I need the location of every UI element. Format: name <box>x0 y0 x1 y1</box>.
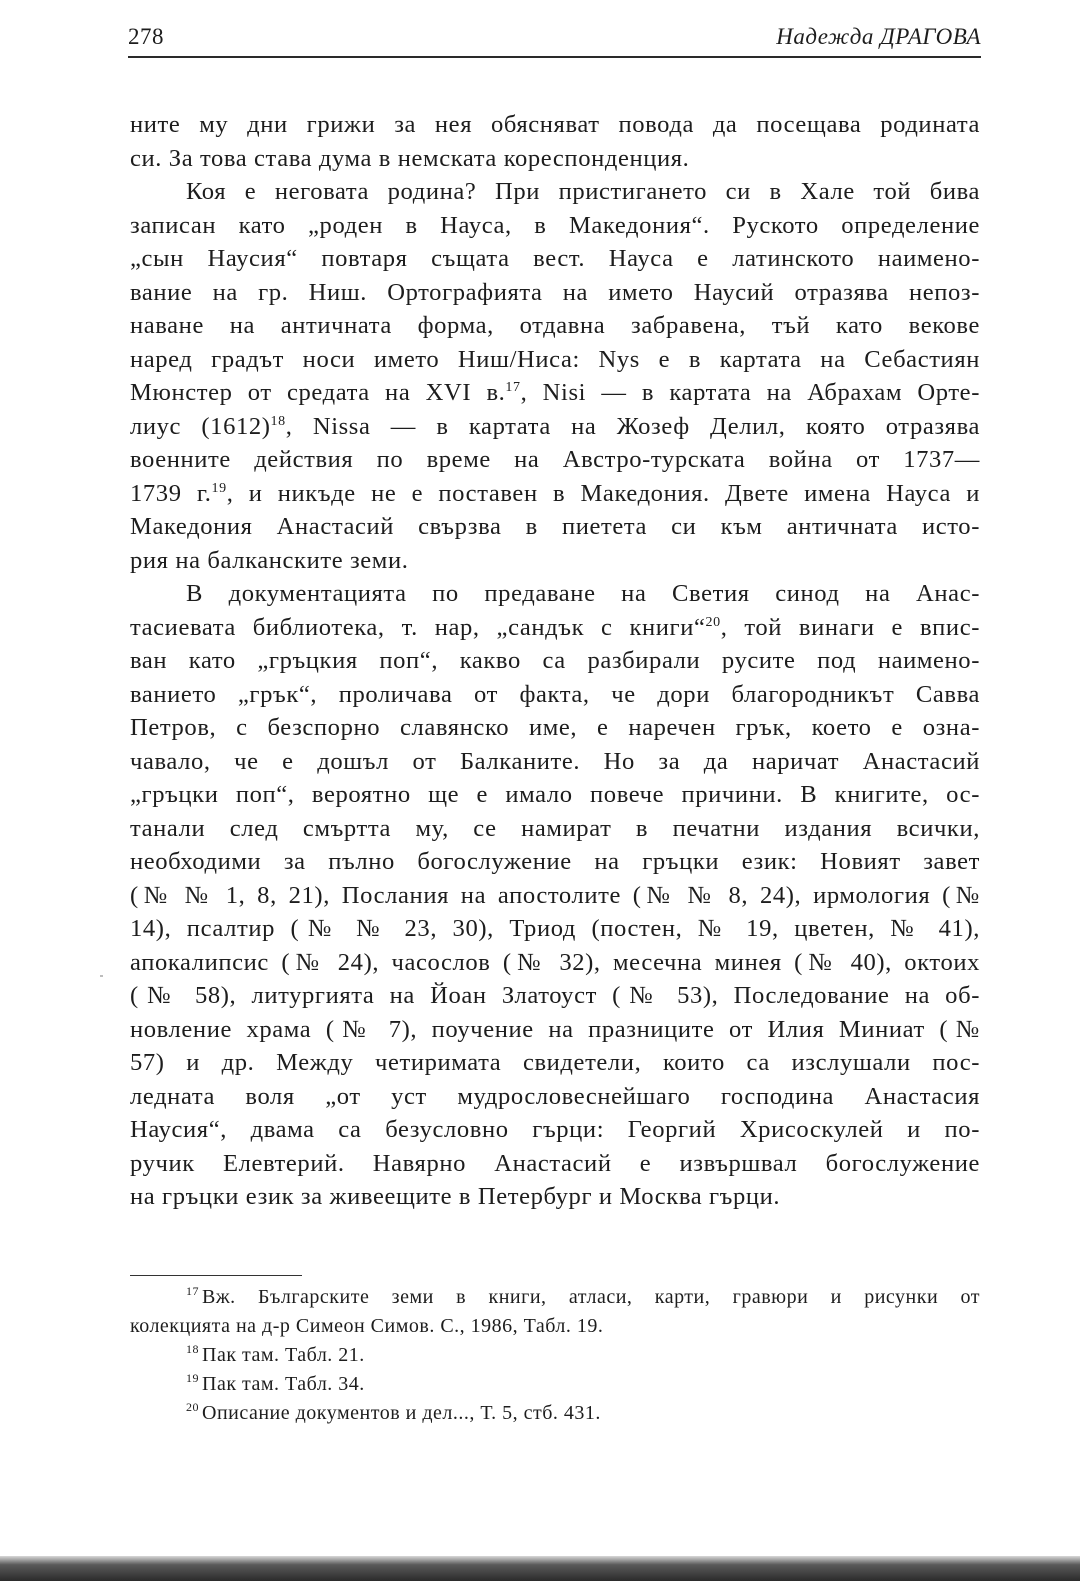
text-line: чавало, че е дошъл от Балканите. Но за да наричат Анастасий <box>130 747 980 775</box>
footnote-separator <box>130 1275 302 1276</box>
text-line: на гръцки език за живеещите в Петербург и Москва гърци. <box>130 1183 781 1210</box>
text-segment: , Nissa — в картата на Жозеф Делил, която отразява <box>285 412 980 440</box>
footnote-text: Описание документов и дел..., Т. 5, стб. 431. <box>202 1402 601 1424</box>
body-text <box>130 108 980 1214</box>
text-line: ните му дни грижи за нея обясняват повода да посещава родината <box>130 111 980 138</box>
text-line: новление храма (№ 7), поучение на празниците от Илия Миниат (№ <box>130 1015 980 1043</box>
text-line: Македония Анастасий свързва в пиетета си към античната исто- <box>130 513 980 540</box>
text-line: Наусия“, двама са безусловно гърци: Георгий Хрисоскулей и по- <box>130 1116 980 1143</box>
footnote-number: 17 <box>186 1284 199 1299</box>
footnote-number: 20 <box>186 1400 199 1415</box>
text-line: (№ 58), литургията на Йоан Златоуст (№ 53), Последование на об- <box>130 982 980 1009</box>
footnotes <box>130 1283 980 1428</box>
text-line: рия на балканските земи. <box>130 546 409 574</box>
footnote-text: Вж. Българските земи в книги, атласи, карти, гравюри и рисунки от <box>202 1286 980 1308</box>
text-segment: , Nisi — в картата на Абрахам Орте- <box>520 379 980 406</box>
text-line: Коя е неговата родина? При пристигането си в Хале той бива <box>186 178 980 205</box>
text-line: необходими за пълно богослужение на гръцки език: Новият завет <box>130 848 980 875</box>
text-line <box>130 376 980 410</box>
text-line: си. За това става дума в немската кореспонденция. <box>130 144 690 172</box>
footnote-17 <box>130 1283 980 1341</box>
page-header <box>128 20 981 58</box>
text-line <box>130 611 980 645</box>
text-line: ручик Елевтерий. Навярно Анастасий е извършвал богослужение <box>130 1149 980 1177</box>
footnote-line <box>130 1341 980 1370</box>
footnote-line <box>130 1283 980 1312</box>
text-line: 57) и др. Между четиримата свидетели, които са изслушали пос- <box>130 1049 980 1076</box>
text-line: вание на гр. Ниш. Ортографията на името Наусий отразява непоз- <box>130 278 980 306</box>
text-line <box>130 410 980 444</box>
text-line: 14), псалтир (№ № 23, 30), Триод (постен, № 19, цветен, № 41), <box>130 915 980 942</box>
text-segment: , той винаги е впис- <box>720 613 980 641</box>
text-line: наред градът носи името Ниш/Ниса: Nys е в картата на Себастиян <box>130 345 980 373</box>
text-segment: , и никъде не е поставен в Македония. Двете имена Науса и <box>226 479 981 507</box>
footnote-19 <box>130 1370 980 1399</box>
text-line: „сын Наусия“ повтаря същата вест. Науса е латинското наимено- <box>130 245 980 272</box>
footnote-text: Пак там. Табл. 21. <box>202 1344 365 1366</box>
text-line: военните действия по време на Австро-турската война от 1737— <box>130 446 980 473</box>
footnote-line: колекцията на д-р Симеон Симов. С., 1986, Табл. 19. <box>130 1315 604 1337</box>
text-line: записан като „роден в Науса, в Македония“. Руското определение <box>130 211 980 239</box>
footnote-number: 18 <box>186 1342 199 1357</box>
footnote-ref-17[interactable]: 17 <box>505 379 521 395</box>
paragraph-2 <box>130 175 980 577</box>
footnote-line <box>130 1399 980 1428</box>
footnote-ref-20[interactable]: 20 <box>705 614 721 630</box>
text-line: танали след смъртта му, се намират в печатни издания всички, <box>130 814 980 842</box>
text-line: Петров, с безспорно славянско име, е наречен грък, което е озна- <box>130 714 980 741</box>
text-line: „гръцки поп“, вероятно ще е имало повече причини. В книгите, ос- <box>130 781 980 808</box>
scan-speck <box>100 975 103 977</box>
text-segment: тасиевата библиотека, т. нар, „сандък с книги“ <box>130 613 706 641</box>
paragraph-3 <box>130 577 980 1214</box>
text-line: ван като „гръцкия поп“, какво са разбирали русите под наимено- <box>130 647 980 674</box>
footnote-ref-19[interactable]: 19 <box>211 480 227 496</box>
text-line: (№ № 1, 8, 21), Послания на апостолите (№ № 8, 24), ирмология (№ <box>130 881 980 909</box>
footnote-text: Пак там. Табл. 34. <box>202 1373 365 1395</box>
text-segment: Мюнстер от средата на XVI в. <box>130 379 506 406</box>
running-head-author: Надежда ДРАГОВА <box>776 24 981 49</box>
footnote-20 <box>130 1399 980 1428</box>
text-line: В документацията по предаване на Светия синод на Анас- <box>186 580 980 607</box>
text-line: наване на античната форма, отдавна забравена, тъй като векове <box>130 312 980 339</box>
footnote-ref-18[interactable]: 18 <box>270 413 286 429</box>
text-line: ванието „грък“, проличава от факта, че дори благородникът Савва <box>130 680 980 708</box>
text-segment: лиус (1612) <box>130 412 271 440</box>
paragraph-1 <box>130 108 980 175</box>
scan-bottom-edge <box>0 1556 1080 1581</box>
text-line: ледната воля „от уст мудрословеснейшаго господина Анастасия <box>130 1082 980 1110</box>
page-number: 278 <box>128 24 164 49</box>
text-segment: 1739 г. <box>130 479 212 507</box>
text-line: апокалипсис (№ 24), часослов (№ 32), месечна минея (№ 40), октоих <box>130 948 980 976</box>
footnote-number: 19 <box>186 1371 199 1386</box>
footnote-line <box>130 1370 980 1399</box>
footnote-18 <box>130 1341 980 1370</box>
text-line <box>130 477 980 511</box>
